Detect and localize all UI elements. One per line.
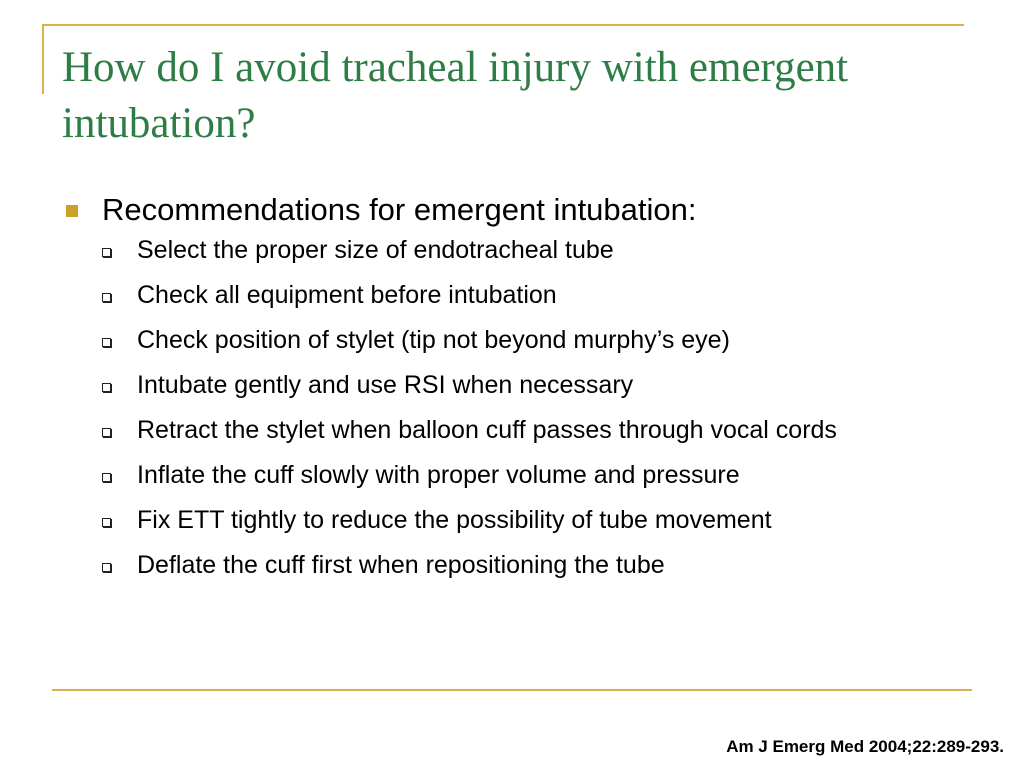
hollow-box-bullet-icon xyxy=(102,518,111,527)
hollow-box-bullet-icon xyxy=(102,473,111,482)
slide-content xyxy=(62,190,962,594)
sub-bullet-text: Inflate the cuff slowly with proper volume and pressure xyxy=(137,461,740,489)
citation-text: Am J Emerg Med 2004;22:289-293. xyxy=(726,737,1004,756)
sub-bullet-text: Check all equipment before intubation xyxy=(137,281,557,309)
sub-bullet-item xyxy=(62,324,962,357)
sub-bullet-text: Intubate gently and use RSI when necessary xyxy=(137,371,634,399)
hollow-box-bullet-icon xyxy=(102,338,111,347)
hollow-box-bullet-icon xyxy=(102,248,111,257)
slide-title: How do I avoid tracheal injury with emergent intubation? xyxy=(62,44,849,147)
hollow-box-bullet-icon xyxy=(102,383,111,392)
top-border-line xyxy=(42,24,964,26)
sub-bullet-text: Deflate the cuff first when repositioning the tube xyxy=(137,551,665,579)
sub-bullet-text: Retract the stylet when balloon cuff passes through vocal cords xyxy=(137,416,837,444)
bottom-divider-line xyxy=(52,689,972,691)
main-bullet-text: Recommendations for emergent intubation: xyxy=(102,192,697,227)
left-border-line xyxy=(42,24,44,94)
sub-bullet-item xyxy=(62,549,962,582)
hollow-box-bullet-icon xyxy=(102,563,111,572)
sub-bullet-text: Select the proper size of endotracheal tube xyxy=(137,236,614,264)
sub-bullet-item xyxy=(62,369,962,402)
main-bullet xyxy=(62,190,962,230)
sub-bullet-item xyxy=(62,414,962,447)
sub-bullet-text: Fix ETT tightly to reduce the possibility of tube movement xyxy=(137,506,772,534)
sub-bullet-item xyxy=(62,459,962,492)
sub-bullet-list xyxy=(62,234,962,582)
filled-square-bullet-icon xyxy=(66,205,78,217)
hollow-box-bullet-icon xyxy=(102,293,111,302)
sub-bullet-item xyxy=(62,279,962,312)
sub-bullet-item xyxy=(62,234,962,267)
sub-bullet-item xyxy=(62,504,962,537)
hollow-box-bullet-icon xyxy=(102,428,111,437)
sub-bullet-text: Check position of stylet (tip not beyond murphy’s eye) xyxy=(137,326,730,354)
